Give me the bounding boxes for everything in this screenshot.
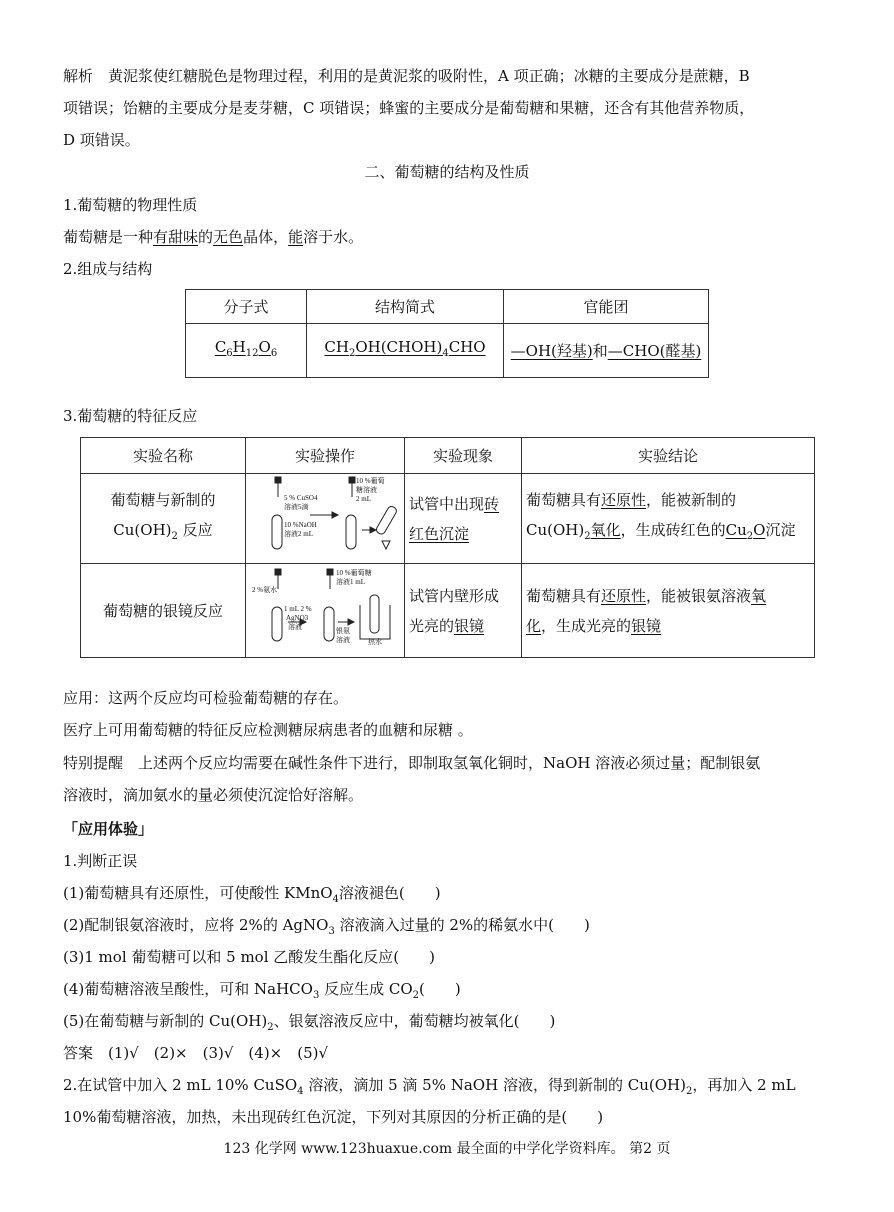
row1-conc-e: 氧化 — [590, 521, 621, 539]
section-title: 二、葡萄糖的结构及性质 — [364, 163, 530, 181]
group-and: 和 — [592, 341, 608, 360]
row1-conclusion: 葡萄糖具有还原性，能被新制的 $Cu(OH)_2$氧化，生成砖红色的$Cu_2O$沉淀 — [522, 474, 815, 564]
struct-header-formula: 分子式 — [186, 290, 307, 324]
struct-header-group: 官能团 — [504, 290, 709, 324]
label-glucose: 10 %葡萄 — [356, 476, 385, 485]
phys-text-b: 有甜味 — [153, 228, 199, 246]
q1-item-1: (1)葡萄糖具有还原性，可使酸性 KMnO$_4$溶液褪色( ) — [63, 884, 441, 905]
q2-line-1: 2.在试管中加入 2 mL 10% CuSO$_4$ 溶液，滴加 5 滴 5% NaOH 溶液，得到新制的 $Cu(OH)_2$，再加入 2 mL — [63, 1076, 796, 1097]
row2-conc-a: 葡萄糖具有 — [526, 586, 602, 605]
label-hot-water: 热水 — [368, 637, 382, 645]
label-agno3: AgNO3 — [286, 613, 309, 622]
special-note-line-2: 溶液时，滴加氨水的量必须使沉淀恰好溶解。 — [63, 786, 364, 804]
analysis-line-1: 解析 黄泥浆使红糖脱色是物理过程，利用的是黄泥浆的吸附性，A 项正确；冰糖的主要成分是蔗糖，B — [63, 67, 750, 85]
row2-phen-c: 银镜 — [454, 616, 485, 635]
label-5drops: 溶液5滴 — [284, 502, 309, 511]
label-solution: 溶液 — [288, 622, 302, 631]
q1-heading: 1.判断正误 — [63, 852, 138, 870]
row1-conc-f: ，生成砖红色的 — [620, 521, 726, 539]
reaction-header-operation: 实验操作 — [246, 438, 405, 474]
label-agno3-amount: 1 mL 2 % — [284, 604, 312, 613]
row2-phen-a: 试管内壁形成 — [409, 586, 500, 605]
q1-item-2: (2)配制银氨溶液时，应将 2%的 AgNO$_3$ 溶液滴入过量的 2%的稀氨水中( ) — [63, 916, 590, 937]
row2-conc-f: ，生成光亮的 — [541, 616, 632, 635]
row1-conc-h: 沉淀 — [765, 521, 796, 539]
reaction-heading: 3.葡萄糖的特征反应 — [63, 407, 198, 425]
label-glucose-2ml: 2 mL — [356, 494, 371, 503]
struct-group — [504, 324, 709, 378]
label-1ml: 溶液1 mL — [336, 577, 365, 586]
group-hydroxyl: —OH(羟基) — [510, 341, 593, 360]
q1-item-4: (4)葡萄糖溶液呈酸性，可和 NaHCO$_3$ 反应生成 $CO_2$( ) — [63, 980, 461, 1001]
label-silver-ammonia-solution: 溶液 — [336, 635, 350, 644]
row2-apparatus — [246, 564, 405, 658]
row1-phenomenon — [405, 474, 522, 564]
q1-item-3: (3)1 mol 葡萄糖可以和 5 mol 乙酸发生酯化反应( ) — [63, 948, 435, 966]
label-cuso4: 5 % CuSO4 — [284, 493, 318, 502]
label-silver-ammonia: 银氨 — [336, 626, 350, 635]
reaction-table — [80, 437, 815, 658]
phys-text-c: 的 — [198, 228, 214, 246]
row2-phen-b: 光亮的 — [409, 616, 455, 635]
row1-phen-c: 红色沉淀 — [409, 524, 470, 543]
copper-hydroxide-apparatus-diagram — [250, 475, 400, 553]
phys-text-d: 无色 — [213, 228, 244, 246]
row1-apparatus — [246, 474, 405, 564]
application-line-2: 医疗上可用葡萄糖的特征反应检测糖尿病患者的血糖和尿糖 。 — [63, 721, 473, 739]
label-naoh: 10 %NaOH — [284, 520, 317, 529]
group-aldehyde: —CHO(醛基) — [607, 341, 702, 360]
label-2ml: 溶液2 mL — [284, 529, 313, 538]
reaction-header-name: 实验名称 — [81, 438, 246, 474]
silver-mirror-apparatus-diagram — [250, 567, 400, 645]
row2-conc-g: 银镜 — [631, 616, 662, 635]
struct-heading: 2.组成与结构 — [63, 260, 153, 278]
reaction-header-conclusion: 实验结论 — [522, 438, 815, 474]
row2-name: 葡萄糖的银镜反应 — [81, 564, 246, 658]
row1-name — [81, 474, 246, 564]
phys-text — [63, 226, 363, 248]
structure-table — [185, 289, 709, 378]
struct-formula: $C_6H_{12}O_6$ — [186, 324, 307, 378]
q2-line-2: 10%葡萄糖溶液，加热，未出现砖红色沉淀，下列对其原因的分析正确的是( ) — [63, 1108, 604, 1126]
phys-text-g: 溶于水。 — [303, 228, 364, 246]
application-line-1: 应用：这两个反应均可检验葡萄糖的存在。 — [63, 689, 349, 707]
label-ammonia: 2 %氨水 — [252, 585, 278, 594]
struct-header-simple: 结构简式 — [307, 290, 504, 324]
row2-phenomenon — [405, 564, 522, 658]
row2-conc-d: 氧 — [751, 586, 767, 605]
analysis-line-2: 项错误；饴糖的主要成分是麦芽糖，C 项错误；蜂蜜的主要成分是葡萄糖和果糖，还含有其他营养物质， — [63, 99, 755, 117]
experience-title: 「应用体验」 — [63, 820, 154, 838]
row1-phen-b: 砖 — [484, 494, 500, 513]
special-note-line-1: 特别提醒 上述两个反应均需要在碱性条件下进行，即制取氢氧化铜时，NaOH 溶液必须过量；配制银氨 — [63, 754, 761, 772]
page-footer: 123 化学网 www.123huaxue.com 最全面的中学化学资料库。 第2 页 — [223, 1141, 671, 1157]
row1-conc-c: ，能被新制的 — [646, 491, 737, 509]
label-glucose-solution: 糖溶液 — [356, 485, 377, 494]
row2-conc-c: ，能被银氨溶液 — [646, 586, 752, 605]
reaction-header-phenomenon: 实验现象 — [405, 438, 522, 474]
row1-conc-a: 葡萄糖具有 — [526, 491, 602, 509]
row2-conc-e: 化 — [526, 616, 542, 635]
phys-text-a: 葡萄糖是一种 — [63, 228, 154, 246]
label-glucose-10: 10 %葡萄糖 — [336, 568, 372, 577]
row1-name-b: $Cu(OH)_2$ 反应 — [113, 521, 213, 542]
row1-name-a: 葡萄糖与新制的 — [110, 491, 216, 509]
row2-conc-b: 还原性 — [601, 586, 647, 605]
struct-simple: $CH_2OH(CHOH)_4CHO$ — [307, 324, 504, 378]
phys-text-f: 能 — [288, 228, 304, 246]
q1-answer: 答案 (1)√ (2)× (3)√ (4)× (5)√ — [63, 1044, 329, 1062]
row1-phen-a: 试管中出现 — [409, 494, 485, 513]
phys-text-e: 晶体， — [243, 228, 289, 246]
row2-conclusion — [522, 564, 815, 658]
row1-conc-b: 还原性 — [601, 491, 647, 509]
q1-item-5: (5)在葡萄糖与新制的 $Cu(OH)_2$、银氨溶液反应中，葡萄糖均被氧化( ) — [63, 1012, 556, 1033]
analysis-line-3: D 项错误。 — [63, 131, 140, 149]
phys-heading: 1.葡萄糖的物理性质 — [63, 196, 198, 214]
